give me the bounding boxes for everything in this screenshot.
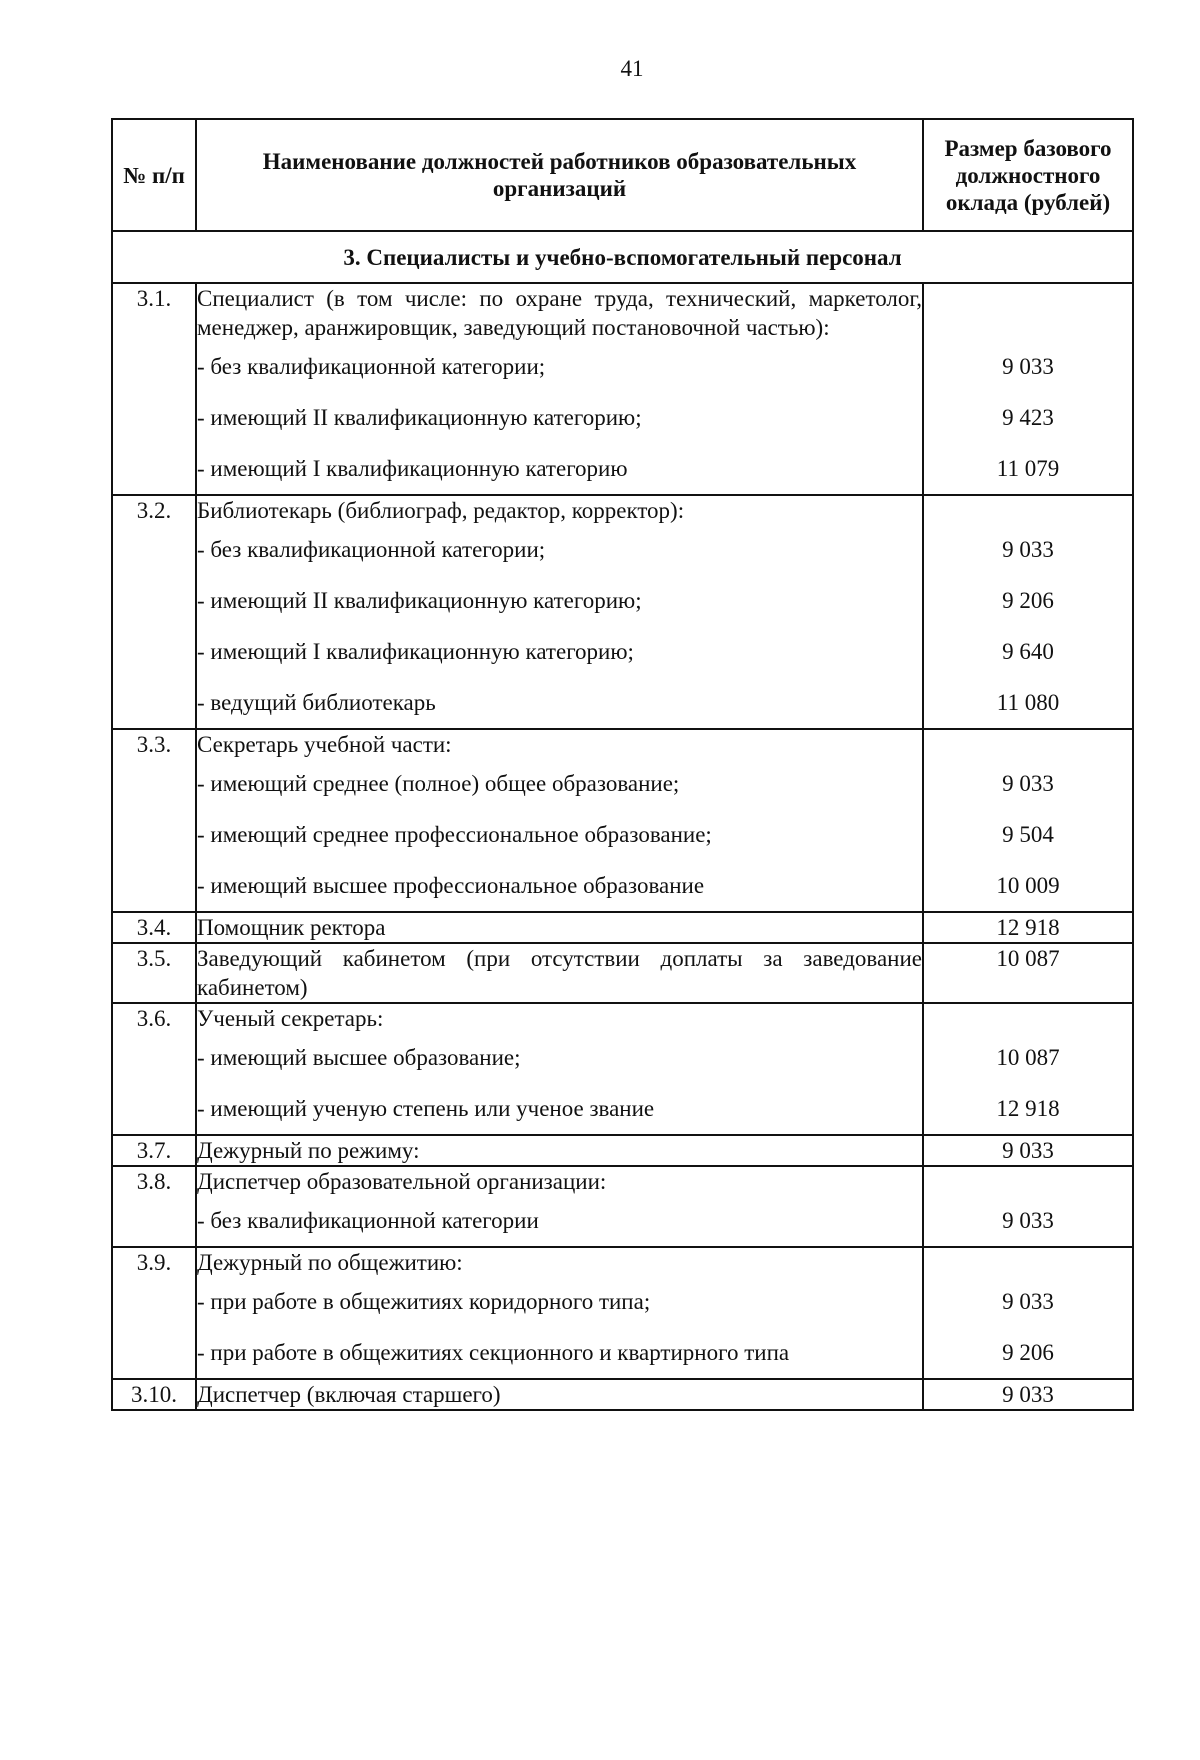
row-number: 3.7. [112, 1135, 196, 1166]
salary-value: 9 033 [923, 1277, 1133, 1328]
table-subrow [112, 678, 1133, 729]
salary-value: 9 033 [923, 1135, 1133, 1166]
header-num: № п/п [112, 119, 196, 231]
table-subrow [112, 1277, 1133, 1328]
row-number: 3.1. [112, 283, 196, 495]
salary-value: 11 080 [923, 678, 1133, 729]
table-subrow [112, 627, 1133, 678]
header-salary: Размер базового должностного оклада (рублей) [923, 119, 1133, 231]
position-name: Дежурный по общежитию: [196, 1247, 923, 1277]
table-subrow [112, 1328, 1133, 1379]
section-row [112, 231, 1133, 283]
table-subrow [112, 810, 1133, 861]
salary-value: 9 033 [923, 1196, 1133, 1247]
table-subrow [112, 393, 1133, 444]
salary-value: 12 918 [923, 1084, 1133, 1135]
subposition-name: - имеющий II квалификационную категорию; [196, 393, 923, 444]
table-subrow [112, 444, 1133, 495]
page-number: 41 [620, 56, 644, 81]
table-row [112, 1379, 1133, 1410]
table-row [112, 1003, 1133, 1033]
table-subrow [112, 342, 1133, 393]
table-header-row [112, 119, 1133, 231]
position-name: Секретарь учебной части: [196, 729, 923, 759]
salary-value: 9 423 [923, 393, 1133, 444]
row-number: 3.3. [112, 729, 196, 912]
salary-value: 10 009 [923, 861, 1133, 912]
salary-value [923, 283, 1133, 342]
table-subrow [112, 861, 1133, 912]
table-subrow [112, 1033, 1133, 1084]
salary-value: 9 033 [923, 759, 1133, 810]
subposition-name: - без квалификационной категории; [196, 342, 923, 393]
subposition-name: - ведущий библиотекарь [196, 678, 923, 729]
salary-value: 10 087 [923, 1033, 1133, 1084]
row-number: 3.4. [112, 912, 196, 943]
header-position-name: Наименование должностей работников образовательных организаций [196, 119, 923, 231]
position-name: Диспетчер (включая старшего) [196, 1379, 923, 1410]
salary-value: 10 087 [923, 943, 1133, 1003]
subposition-name: - имеющий ученую степень или ученое звание [196, 1084, 923, 1135]
salary-value [923, 495, 1133, 525]
position-name: Ученый секретарь: [196, 1003, 923, 1033]
salary-value [923, 729, 1133, 759]
salary-value: 9 033 [923, 525, 1133, 576]
position-name: Помощник ректора [196, 912, 923, 943]
salary-value: 9 206 [923, 1328, 1133, 1379]
table-subrow [112, 1084, 1133, 1135]
row-number: 3.10. [112, 1379, 196, 1410]
table-row [112, 1166, 1133, 1196]
position-name: Дежурный по режиму: [196, 1135, 923, 1166]
salary-value [923, 1003, 1133, 1033]
salary-value: 9 504 [923, 810, 1133, 861]
subposition-name: - имеющий среднее (полное) общее образование; [196, 759, 923, 810]
table-row [112, 495, 1133, 525]
position-name: Библиотекарь (библиограф, редактор, корректор): [196, 495, 923, 525]
table-subrow [112, 1196, 1133, 1247]
subposition-name: - имеющий II квалификационную категорию; [196, 576, 923, 627]
position-name: Диспетчер образовательной организации: [196, 1166, 923, 1196]
row-number: 3.5. [112, 943, 196, 1003]
subposition-name: - имеющий высшее профессиональное образование [196, 861, 923, 912]
table-row [112, 1135, 1133, 1166]
position-name: Заведующий кабинетом (при отсутствии доплаты за заведование кабинетом) [196, 943, 923, 1003]
table-row [112, 912, 1133, 943]
section-title: 3. Специалисты и учебно-вспомогательный персонал [112, 231, 1133, 283]
row-number: 3.8. [112, 1166, 196, 1247]
table-row [112, 283, 1133, 342]
salary-value [923, 1247, 1133, 1277]
table-body [112, 231, 1133, 1410]
salary-value [923, 1166, 1133, 1196]
table-row [112, 729, 1133, 759]
row-number: 3.6. [112, 1003, 196, 1135]
subposition-name: - имеющий высшее образование; [196, 1033, 923, 1084]
table-subrow [112, 759, 1133, 810]
salary-value: 9 033 [923, 1379, 1133, 1410]
salary-value: 9 206 [923, 576, 1133, 627]
subposition-name: - при работе в общежитиях коридорного типа; [196, 1277, 923, 1328]
table-row [112, 943, 1133, 1003]
row-number: 3.2. [112, 495, 196, 729]
salary-value: 11 079 [923, 444, 1133, 495]
salary-table [111, 118, 1134, 1411]
subposition-name: - имеющий I квалификационную категорию [196, 444, 923, 495]
row-number: 3.9. [112, 1247, 196, 1379]
subposition-name: - имеющий среднее профессиональное образование; [196, 810, 923, 861]
table-subrow [112, 576, 1133, 627]
subposition-name: - без квалификационной категории [196, 1196, 923, 1247]
position-name: Специалист (в том числе: по охране труда, технический, маркетолог, менеджер, аранжировщик, заведующий постановочной частью): [196, 283, 923, 342]
table-row [112, 1247, 1133, 1277]
salary-value: 9 640 [923, 627, 1133, 678]
salary-value: 12 918 [923, 912, 1133, 943]
subposition-name: - имеющий I квалификационную категорию; [196, 627, 923, 678]
table-subrow [112, 525, 1133, 576]
subposition-name: - при работе в общежитиях секционного и квартирного типа [196, 1328, 923, 1379]
subposition-name: - без квалификационной категории; [196, 525, 923, 576]
salary-value: 9 033 [923, 342, 1133, 393]
